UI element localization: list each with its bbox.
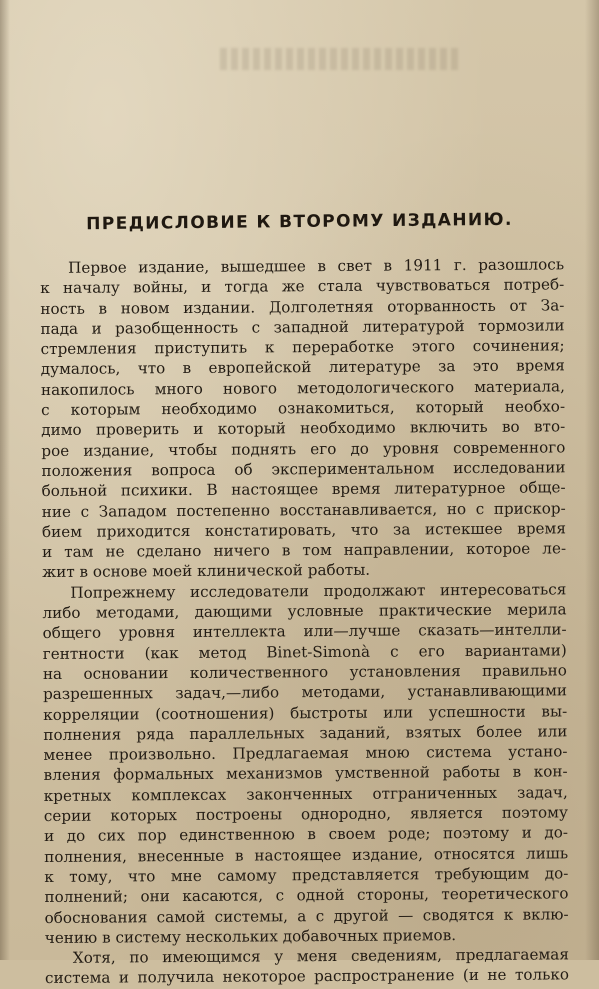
text-line: и там не сделано ничего в том направлении, которое ле-	[41, 539, 567, 562]
text-line: кретных комплексах законченных отграниченных задач,	[43, 783, 568, 805]
text-line: общего уровня интеллекта или—лучше сказать—интелли-	[42, 620, 567, 643]
text-line: к тому, что мне самому представляется требующим до-	[44, 864, 569, 886]
text-line: система и получила некоторое распространение (и не только	[44, 965, 570, 988]
text-line: стремления приступить к переработке этого сочинения;	[40, 336, 565, 359]
text-line: гентности (как метод Binet-Simonà с его вариантами)	[42, 640, 567, 663]
page-title: ПРЕДИСЛОВИЕ К ВТОРОМУ ИЗДАНИЮ.	[86, 209, 513, 235]
text-line: обоснования самой системы, а с другой — сводятся к вклю-	[44, 904, 569, 927]
text-line: и до сих пор единственною в своем роде; поэтому и до-	[43, 823, 569, 846]
text-line: серии которых построены однородно, является поэтому	[43, 803, 568, 826]
text-line: Первое издание, вышедшее в свет в 1911 г. разошлось	[68, 255, 565, 277]
text-line: рое издание, чтобы поднять его до уровня современного	[41, 438, 566, 460]
text-line: разрешенных задач,—либо методами, устанавливающими	[42, 681, 568, 704]
text-line: пада и разобщенность с западной литературой тормозили	[40, 316, 565, 338]
text-line: думалось, что в европейской литературе за это время	[40, 356, 565, 379]
page-edge-shadow-right	[585, 0, 599, 960]
text-line: ние с Западом постепенно восстанавливается, но с прискор-	[41, 498, 566, 521]
text-line: полнения ряда параллельных заданий, взятых более или	[43, 722, 568, 744]
text-line: чению в систему нескольких добавочных приемов.	[44, 925, 457, 947]
text-line: вления формальных механизмов умственной работы в кон-	[43, 762, 568, 785]
text-line: жит в основе моей клинической работы.	[42, 561, 371, 582]
text-line: бием приходится констатировать, что за истекшее время	[41, 519, 566, 541]
text-line: больной психики. В настоящее время литературное обще-	[41, 478, 566, 501]
text-line: на основании количественного установления правильно	[42, 661, 567, 683]
text-line: Попрежнему исследователи продолжают интересоваться	[70, 580, 567, 602]
text-line: положения вопроса об экспериментальном исследовании	[41, 458, 566, 480]
text-line: с которым необходимо ознакомиться, который необхо-	[40, 397, 566, 420]
text-line: к началу войны, и тогда же стала чувствоваться потреб-	[40, 275, 565, 298]
text-line: полнения, внесенные в настоящее издание, относятся лишь	[44, 843, 569, 866]
text-line: накопилось много нового методологического материала,	[40, 377, 565, 399]
page-edge-shadow-left	[0, 0, 10, 960]
text-line: ность в новом издании. Долголетняя оторванность от За-	[40, 295, 565, 318]
body-text	[40, 254, 569, 988]
text-line: корреляции (соотношения) быстроты или успешности вы-	[43, 701, 568, 724]
text-line: полнений; они касаются, с одной стороны, теоретического	[44, 884, 569, 907]
text-line: либо методами, дающими условные практические мерила	[42, 600, 567, 623]
text-line: менее произвольно. Предлагаемая мною система устано-	[43, 742, 568, 765]
text-line: димо проверить и который необходимо включить во вто-	[41, 417, 566, 440]
text-line: Хотя, по имеющимся у меня сведениям, предлагаемая	[72, 945, 569, 967]
show-through-print	[220, 48, 460, 70]
